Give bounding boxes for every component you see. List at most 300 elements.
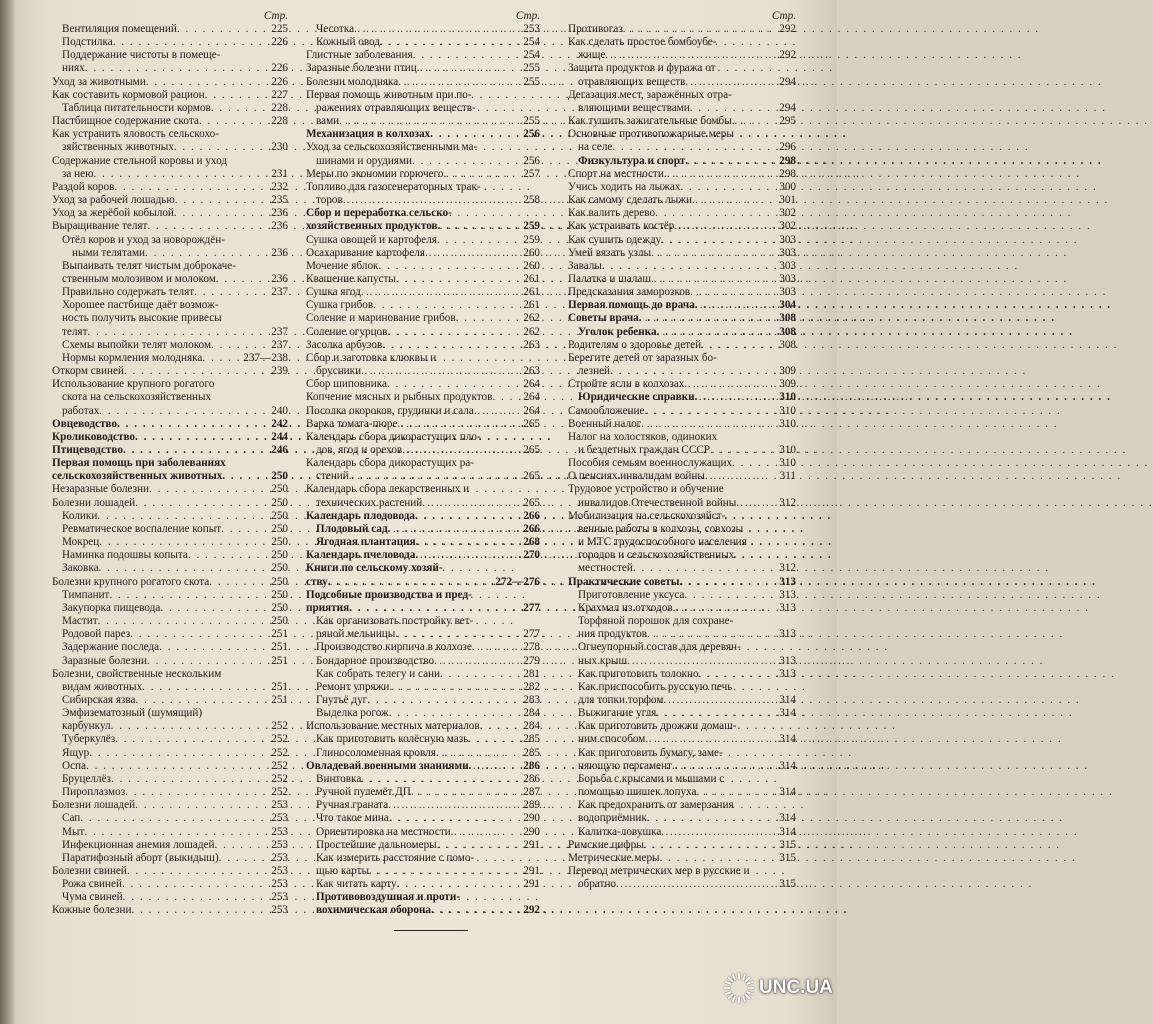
toc-entry-title: Производство кирпича в колхозе (316, 641, 472, 654)
toc-entry (568, 576, 796, 589)
toc-entry (568, 786, 796, 799)
dot-leader (378, 260, 522, 273)
toc-entry-page: 236 (271, 246, 288, 259)
toc-entry-title: Туберкулёз (62, 733, 116, 746)
dot-leader (215, 839, 271, 852)
toc-entry-page: 278 (523, 641, 540, 654)
dot-leader (633, 562, 778, 575)
toc-entry-page: 252 (271, 786, 288, 799)
dot-leader (396, 273, 522, 286)
toc-entry-title: Физкультура и спорт (578, 154, 686, 167)
toc-entry-title: ним способом (578, 733, 646, 746)
toc-entry (568, 102, 796, 115)
dot-leader (699, 668, 779, 681)
toc-entry (306, 707, 540, 720)
dot-leader (343, 194, 522, 207)
toc-entry-title: Калитка-ловушка (578, 825, 662, 838)
toc-entry (568, 444, 796, 457)
toc-entry (568, 694, 796, 707)
toc-entry-page: 264 (523, 404, 540, 417)
dot-leader (369, 865, 522, 878)
toc-entry-line: Первая помощь животным при по- (306, 88, 472, 101)
toc-entry-title: Что такое мина (316, 812, 389, 825)
toc-entry-title: Практические советы (568, 575, 680, 588)
dot-leader (680, 181, 778, 194)
toc-entry-page: 283 (523, 693, 540, 706)
toc-entry-title: Заковка (62, 562, 99, 575)
toc-entry-line: скота на сельскохозяйственных (62, 391, 212, 404)
toc-entry (52, 62, 288, 75)
dot-leader (705, 470, 779, 483)
toc-entry (52, 194, 288, 207)
toc-entry-title: вляющими веществами (578, 101, 690, 114)
toc-entry (306, 681, 540, 694)
toc-entry-page: 232 (271, 180, 288, 193)
toc-entry-title: Сушка овощей и картофеля (306, 233, 437, 246)
toc-entry-page: 315 (779, 878, 796, 891)
toc-entry (52, 536, 288, 549)
toc-entry-page: 253 (271, 865, 288, 877)
toc-entry-page: 308 (779, 312, 796, 325)
dot-leader (623, 23, 778, 36)
dot-leader (451, 826, 523, 839)
toc-entry-line: Мобилизация на сельскохозяйст- (568, 509, 726, 522)
toc-entry-page: 256 (523, 154, 540, 167)
dot-leader (367, 694, 522, 707)
dot-leader (440, 668, 522, 681)
toc-entry-line: Содержание стельной коровы и уход (52, 154, 228, 167)
toc-entry-title: инвалидов Отечественной войны (578, 496, 737, 509)
dot-leader (387, 326, 522, 339)
dot-leader (710, 444, 778, 457)
toc-entry (306, 470, 540, 483)
toc-entry (568, 207, 796, 220)
toc-entry (52, 904, 288, 917)
dot-leader (695, 391, 779, 404)
dot-leader (389, 681, 522, 694)
dot-leader (645, 733, 778, 746)
toc-entry-page: 231 (271, 167, 288, 180)
toc-entry-title: водоприёмник (578, 812, 647, 825)
toc-entry (52, 497, 288, 510)
toc-entry-page: 246 (271, 444, 288, 456)
toc-entry (52, 510, 288, 523)
dot-leader (136, 694, 271, 707)
toc-entry-page: 226 (271, 62, 288, 75)
toc-entry-title: Меры по экономии горючего (306, 167, 444, 180)
toc-entry-title: Ремонт упряжи (316, 680, 390, 693)
toc-entry-line: Как организовать постройку вет- (316, 615, 474, 628)
toc-entry-page: 300 (779, 180, 796, 193)
toc-entry-page: 292 (779, 23, 796, 35)
toc-entry-page: 253 (271, 812, 288, 825)
dot-leader (436, 747, 522, 760)
toc-entry-title: няющую пергамент (578, 759, 672, 772)
toc-entry-page: 250 (271, 562, 288, 575)
toc-entry-title: ственным молозивом и молоком (62, 272, 216, 285)
dot-leader (402, 444, 522, 457)
dot-leader (174, 141, 270, 154)
toc-entry-title: Посолка окороков, грудинки и сала (306, 404, 474, 417)
toc-entry (52, 102, 288, 115)
dot-leader (651, 247, 778, 260)
toc-entry (306, 576, 540, 589)
dot-leader (431, 904, 522, 917)
toc-entry-page: 311 (779, 470, 796, 483)
toc-entry-title: Инфекционная анемия лошадей (62, 838, 215, 851)
toc-entry (568, 733, 796, 746)
toc-entry-page: 250 (271, 549, 288, 562)
toc-entry-title: Как тушить зажигательные бомбы (568, 115, 732, 128)
toc-entry-page: 272—276 (495, 575, 540, 588)
toc-entry-page: 301 (779, 194, 796, 207)
watermark-text: UNC.UA (759, 977, 833, 998)
toc-entry-title: Соление и маринование грибов (306, 312, 456, 325)
dot-leader (135, 497, 270, 510)
toc-entry-line: Уход за сельскохозяйственными ма- (306, 141, 478, 154)
dot-leader (616, 878, 778, 891)
toc-entry-page: 264 (523, 391, 540, 404)
toc-column-1 (52, 10, 288, 918)
dot-leader (89, 747, 270, 760)
toc-entry-page: 250 (271, 496, 288, 509)
toc-entry-page: 254 (523, 49, 540, 62)
dot-leader (612, 141, 778, 154)
toc-entry-page: 310 (779, 404, 796, 417)
toc-entry-line: Календарь сбора лекарственных и (306, 483, 470, 496)
dot-leader (647, 628, 778, 641)
dot-leader (469, 760, 523, 773)
toc-entry-title: Ящур (62, 746, 90, 759)
toc-entry (306, 444, 540, 457)
toc-entry-title: Приготовление уксуса (578, 588, 685, 601)
toc-entry-page: 264 (523, 378, 540, 391)
dot-leader (692, 194, 778, 207)
dot-leader (690, 102, 778, 115)
toc-entry-page: 265 (523, 470, 540, 483)
dot-leader (732, 115, 778, 128)
toc-entry-page: 259 (523, 233, 540, 246)
toc-entry (306, 194, 540, 207)
toc-entry-title: Варка томата-пюре (306, 417, 398, 430)
toc-entry-page: 235 (271, 194, 288, 207)
toc-entry-page: 277 (523, 601, 540, 614)
dot-leader (114, 181, 270, 194)
toc-entry-title: Болезни свиней (52, 865, 127, 877)
dot-leader (111, 720, 271, 733)
toc-entry-title: Копчение мясных и рыбных продуктов (306, 391, 493, 404)
toc-entry-title: Завалы (568, 259, 602, 272)
dot-leader (388, 799, 522, 812)
toc-entry-page: 239 (271, 365, 288, 378)
dot-leader (443, 168, 522, 181)
toc-entry (52, 799, 288, 812)
toc-entry-page: 237 (271, 286, 288, 299)
toc-entry (568, 628, 796, 641)
toc-entry-title: на селе (578, 141, 613, 154)
toc-entry (306, 23, 540, 36)
toc-entry-title: Овцеводство (52, 417, 118, 430)
toc-entry-page: 294 (779, 101, 796, 114)
toc-entry (306, 641, 540, 654)
toc-entry (52, 247, 288, 260)
toc-entry (52, 786, 288, 799)
toc-entry (306, 865, 540, 878)
toc-entry-title: Овладевай военными знаниями (306, 759, 469, 772)
toc-entry (306, 260, 540, 273)
dot-leader (123, 891, 271, 904)
toc-entry-title: Уход за рабочей лошадью (52, 194, 175, 207)
toc-entry (306, 733, 540, 746)
toc-entry-page: 314 (779, 812, 796, 825)
toc-entry-page: 309 (779, 378, 796, 391)
toc-entry (306, 523, 540, 536)
toc-entry (306, 760, 540, 773)
toc-entry-page: 230 (271, 141, 288, 154)
toc-entry-page: 251 (271, 641, 288, 654)
toc-entry (52, 207, 288, 220)
toc-entry (306, 49, 540, 62)
toc-entry (568, 220, 796, 233)
toc-entry-title: Мыт (62, 825, 85, 838)
toc-entry (52, 115, 288, 128)
toc-entry-page: 268 (523, 536, 540, 549)
toc-entry-title: Выжигание угля (578, 707, 657, 720)
toc-entry-page: 313 (779, 654, 796, 667)
toc-entry (306, 168, 540, 181)
toc-entry-page: 262 (523, 325, 540, 338)
dot-leader (123, 444, 270, 457)
toc-entry-title: Засолка арбузов (306, 338, 383, 351)
toc-entry-page: 258 (523, 194, 540, 207)
toc-entry-line: Как приспособить русскую печь (578, 680, 733, 693)
dot-leader (222, 470, 270, 483)
toc-entry-page: 287 (523, 786, 540, 799)
toc-entry-page: 277 (523, 628, 540, 641)
dot-leader (474, 405, 522, 418)
dot-leader (639, 312, 778, 325)
toc-entry (306, 286, 540, 299)
toc-entry-page: 255 (523, 62, 540, 75)
toc-entry-page: 226 (271, 36, 288, 49)
toc-entry (568, 326, 796, 339)
dot-leader (111, 773, 270, 786)
toc-entry-page: 253 (271, 904, 288, 917)
toc-entry (52, 76, 288, 89)
toc-entry-title: Ягодная плантация (316, 536, 416, 549)
book-spine (0, 0, 16, 1024)
toc-entry-title: Римские цифры (568, 838, 644, 851)
toc-entry-line: Защита продуктов и фуража от (568, 62, 716, 75)
toc-entry-title: Советы врача (568, 312, 639, 325)
dot-leader (80, 812, 270, 825)
toc-entry-title: отравляющих веществ (578, 75, 686, 88)
toc-entry-title: Спорт на местности (568, 167, 664, 180)
toc-entry-title: Пироплазмоз (62, 786, 126, 799)
toc-entry-page: 242 (271, 417, 288, 430)
toc-entry-title: Сушка грибов (306, 299, 374, 312)
toc-entry-page: 314 (779, 707, 796, 720)
toc-entry-line: Берегите детей от заразных бо- (568, 351, 717, 364)
toc-entry-page: 226 (271, 75, 288, 88)
dot-leader (388, 523, 523, 536)
dot-leader (349, 602, 522, 615)
dot-leader (147, 220, 270, 233)
toc-entry-page: 250 (271, 588, 288, 601)
toc-entry-page: 253 (523, 23, 540, 35)
toc-entry-page: 244 (271, 430, 288, 443)
toc-entry-page: 250 (271, 509, 288, 522)
toc-entry-line: Книги по сельскому хозяй- (306, 562, 443, 575)
dot-leader (125, 786, 270, 799)
toc-entry-line: Как измерить расстояние с помо- (316, 851, 475, 864)
toc-entry-page: 282 (523, 680, 540, 693)
dot-leader (674, 220, 778, 233)
dot-leader (221, 523, 270, 536)
toc-entry-page: 286 (523, 759, 540, 772)
dot-leader (673, 602, 779, 615)
toc-column-2 (306, 10, 540, 918)
toc-entry-page: 260 (523, 259, 540, 272)
dot-leader (85, 62, 271, 75)
dot-leader (655, 207, 778, 220)
toc-entry (52, 286, 288, 299)
toc-entry-page: 253 (271, 851, 288, 864)
dot-leader (149, 483, 270, 496)
toc-entry-line: Топливо для газогенераторных трак- (306, 180, 481, 193)
toc-entry-title: Мокрец (62, 536, 100, 549)
toc-entry-page: 261 (523, 272, 540, 285)
toc-entry-line: Как приготовить дрожжи домаш- (578, 720, 737, 733)
toc-entry-title: Умей вязать узлы (568, 246, 652, 259)
toc-entry-page: 291 (523, 838, 540, 851)
toc-entry (568, 76, 796, 89)
dot-leader (216, 273, 270, 286)
toc-entry (568, 168, 796, 181)
toc-entry-title: торов (316, 194, 343, 207)
toc-entry-title: Задержание последа (62, 641, 160, 654)
toc-entry (568, 299, 796, 312)
dot-leader (145, 247, 270, 260)
dot-leader (645, 405, 779, 418)
toc-entry (306, 799, 540, 812)
dot-leader (146, 76, 270, 89)
toc-entry-title: Закупорка пищевода (62, 601, 161, 614)
page-label-header: Стр. (515, 10, 540, 22)
toc-entry-page: 237—238 (243, 351, 288, 364)
dot-leader (99, 536, 270, 549)
toc-entry-page: 303 (779, 259, 796, 272)
toc-entry (306, 878, 540, 891)
dot-leader (127, 865, 270, 878)
dot-leader (361, 286, 522, 299)
toc-entry-page: 285 (523, 733, 540, 746)
toc-entry-title: Правильно содержать телят (62, 286, 195, 299)
toc-entry (306, 115, 540, 128)
toc-entry (306, 391, 540, 404)
toc-entry-line: Календарь сбора дикорастущих пло- (306, 430, 481, 443)
toc-entry-title: жище (578, 49, 606, 62)
toc-entry-title: Ориентировка на местности (316, 825, 451, 838)
dot-leader (130, 628, 270, 641)
sunburst-icon (722, 971, 756, 1005)
toc-entry-page: 250 (271, 470, 288, 483)
toc-entry-page: 263 (523, 365, 540, 378)
toc-entry-title: зяйственных животных (62, 141, 174, 154)
toc-entry-line: Выпаивать телят чистым доброкаче- (62, 259, 236, 272)
toc-entry-page: 315 (779, 851, 796, 864)
toc-entry-page: 302 (779, 220, 796, 233)
toc-entry-page: 314 (779, 733, 796, 746)
toc-entry-page: 314 (779, 825, 796, 838)
toc-entry (568, 826, 796, 839)
toc-entry-title: дов, ягод и орехов (316, 444, 403, 456)
dot-leader (99, 405, 270, 418)
dot-leader (736, 497, 778, 510)
toc-entry-page: 291 (523, 878, 540, 891)
dot-leader (679, 576, 778, 589)
toc-entry-title: брусники (316, 365, 362, 378)
toc-entry-page: 310 (779, 417, 796, 430)
toc-entry-title: Механизация в колхозах (306, 128, 431, 141)
toc-entry (568, 49, 796, 62)
toc-entry-title: Оспа (62, 759, 86, 772)
toc-entry-title: Мочение яблок (306, 259, 379, 272)
toc-entry-title: Заразные болезни (62, 654, 148, 667)
toc-entry-title: Палатка и шалаш (568, 272, 651, 285)
toc-entry (568, 247, 796, 260)
toc-entry (306, 234, 540, 247)
toc-entry-title: Первая помощь до врача (568, 299, 695, 312)
toc-entry-title: Сбор шиповника (306, 378, 387, 391)
toc-entry-line: Перевод метрических мер в русские и (568, 865, 750, 877)
toc-entry-title: Осахаривание картофеля (306, 246, 425, 259)
toc-entry (52, 431, 288, 444)
dot-leader (328, 576, 495, 589)
toc-entry-title: Болезни лошадей (52, 496, 136, 509)
toc-entry-title: помощью шишек лопуха (578, 786, 697, 799)
toc-entry-page: 310 (779, 444, 796, 456)
toc-entry-title: хозяйственных продуктов (306, 220, 438, 233)
dot-leader (86, 760, 270, 773)
toc-entry-title: Схемы выпойки телят молоком (62, 338, 212, 351)
toc-entry (568, 497, 796, 510)
toc-entry-title: технических растений (316, 496, 423, 509)
toc-entry-title: Стройте ясли в колхозах (568, 378, 685, 391)
toc-entry-line: Первая помощь при заболеваниях (52, 457, 226, 470)
toc-entry-page: 313 (779, 601, 796, 614)
dot-leader (177, 23, 270, 36)
toc-entry-title: Самообложение (568, 404, 645, 417)
toc-entry-title: Рожа свиней (62, 878, 122, 891)
toc-entry (52, 733, 288, 746)
toc-entry (306, 602, 540, 615)
toc-entry (568, 273, 796, 286)
toc-entry-page: 250 (271, 483, 288, 496)
dot-leader (194, 286, 270, 299)
dot-leader (627, 655, 778, 668)
toc-entry (52, 628, 288, 641)
toc-entry (306, 76, 540, 89)
toc-entry (306, 339, 540, 352)
dot-leader (412, 155, 522, 168)
toc-entry-title: вохимическая оборона (316, 904, 431, 917)
dot-leader (389, 707, 522, 720)
toc-entry-title: Подстилка (62, 36, 113, 49)
toc-entry (306, 273, 540, 286)
toc-entry (306, 247, 540, 260)
toc-entry-page: 227 (271, 88, 288, 101)
